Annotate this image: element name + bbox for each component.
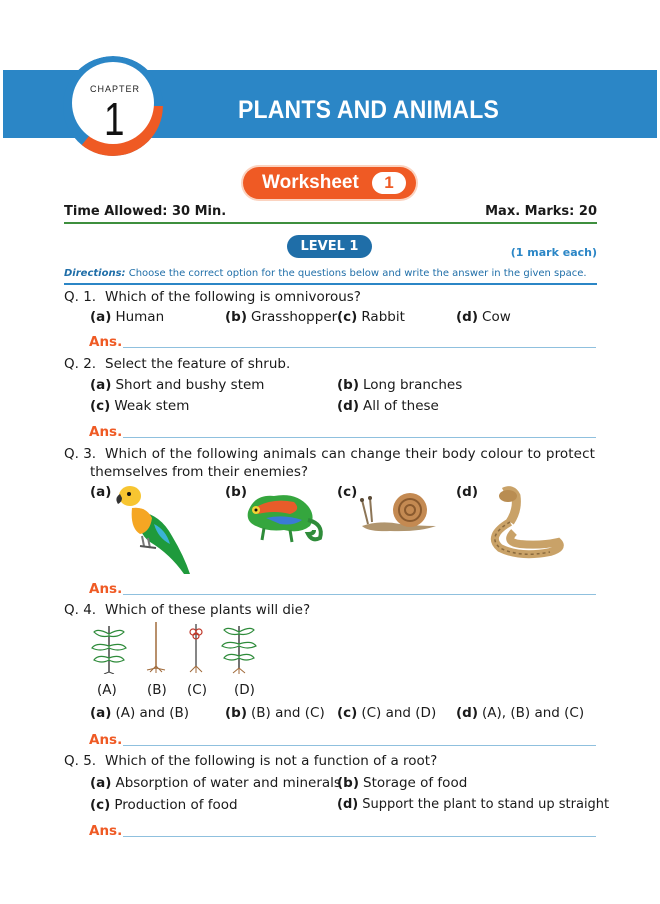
option-key: (b) [337,377,360,393]
answer-label: Ans. [89,334,123,350]
chameleon-image [244,484,326,544]
option-b[interactable] [337,377,462,393]
question-1 [64,289,361,305]
option-c[interactable] [337,309,405,325]
option-a[interactable] [90,377,264,393]
option-key: (b) [225,705,248,721]
option-c[interactable] [90,398,189,414]
question-text: Which of these plants will die? [105,602,311,618]
question-number: Q. 4. [64,602,97,618]
option-d[interactable] [337,797,609,812]
option-d[interactable] [337,398,439,414]
option-c[interactable] [337,705,436,721]
plant-label: (A) [97,682,117,698]
option-text: All of these [363,398,439,414]
question-4 [64,602,310,618]
page-title: PLANTS AND ANIMALS [238,96,499,124]
option-key: (a) [90,484,112,500]
chapter-number: 1 [104,93,125,145]
plant-label: (C) [187,682,207,698]
question-3 [64,446,595,462]
option-key: (b) [225,309,248,325]
option-text: (C) and (D) [361,705,437,721]
marks-note: (1 mark each) [510,246,597,259]
option-key: (c) [337,705,358,721]
option-c[interactable] [90,797,238,813]
question-number: Q. 2. [64,356,97,372]
parrot-image [110,484,195,576]
answer-line[interactable] [123,836,596,837]
option-text: Production of food [114,797,238,813]
option-text: Short and bushy stem [115,377,265,393]
option-text: Grasshopper [251,309,338,325]
option-text: (A) and (B) [115,705,189,721]
answer-line[interactable] [123,347,596,348]
worksheet-label: Worksheet [262,172,359,193]
option-key: (d) [337,398,360,414]
option-text: (B) and (C) [251,705,325,721]
answer-line[interactable] [123,745,596,746]
question-number: Q. 1. [64,289,97,305]
option-key: (d) [337,797,359,812]
option-key: (c) [337,309,358,325]
level-badge: LEVEL 1 [287,235,372,258]
option-text: Absorption of water and minerals [115,775,341,791]
option-a[interactable] [90,705,189,721]
option-b[interactable] [337,775,467,791]
snail-image [360,486,438,532]
option-d[interactable] [456,484,482,500]
question-text: Select the feature of shrub. [105,356,291,372]
question-5 [64,753,437,769]
option-key: (d) [456,705,479,721]
time-allowed: Time Allowed: 30 Min. [64,204,227,219]
option-key: (a) [90,705,112,721]
option-b[interactable] [225,309,337,325]
option-text: Human [115,309,165,325]
question-number: Q. 3. [64,446,97,462]
question-text: Which of the following is omnivorous? [105,289,361,305]
option-key: (c) [90,398,111,414]
answer-label: Ans. [89,581,123,597]
option-text: Cow [482,309,511,325]
option-a[interactable] [90,775,341,791]
option-key: (a) [90,775,112,791]
divider [64,283,597,285]
plant-d-image [218,620,260,674]
option-key: (c) [337,484,358,500]
plant-label: (B) [147,682,167,698]
directions-text: Choose the correct option for the questions below and write the answer in the given space. [128,268,587,279]
question-text-cont: themselves from their enemies? [90,464,309,480]
answer-label: Ans. [89,732,123,748]
directions [64,268,587,279]
option-text: (A), (B) and (C) [482,705,585,721]
option-text: Rabbit [361,309,405,325]
worksheet-number: 1 [372,172,406,194]
option-key: (b) [225,484,248,500]
answer-label: Ans. [89,823,123,839]
option-key: (c) [90,797,111,813]
option-text: Weak stem [114,398,190,414]
directions-label: Directions: [64,268,126,279]
question-2 [64,356,290,372]
option-a[interactable] [90,309,164,325]
option-text: Support the plant to stand up straight [362,797,610,812]
plant-b-image [144,620,168,674]
max-marks: Max. Marks: 20 [485,204,597,219]
option-key: (d) [456,309,479,325]
option-text: Long branches [363,377,463,393]
plant-a-image [88,620,130,674]
option-key: (a) [90,377,112,393]
plant-c-image [184,620,208,674]
question-text: Which of the following is not a function of a root? [105,753,438,769]
plant-label: (D) [234,682,255,698]
option-c[interactable] [337,484,361,500]
option-d[interactable] [456,309,511,325]
option-b[interactable] [225,705,325,721]
chapter-label: CHAPTER [90,84,141,94]
divider [64,222,597,224]
option-d[interactable] [456,705,584,721]
option-key: (d) [456,484,479,500]
option-text: Storage of food [363,775,468,791]
option-key: (b) [337,775,360,791]
question-text: Which of the following animals can change their body colour to protect [105,446,595,462]
question-number: Q. 5. [64,753,97,769]
option-key: (a) [90,309,112,325]
answer-label: Ans. [89,424,123,440]
answer-line[interactable] [123,594,596,595]
answer-line[interactable] [123,437,596,438]
cobra-image [480,486,566,562]
